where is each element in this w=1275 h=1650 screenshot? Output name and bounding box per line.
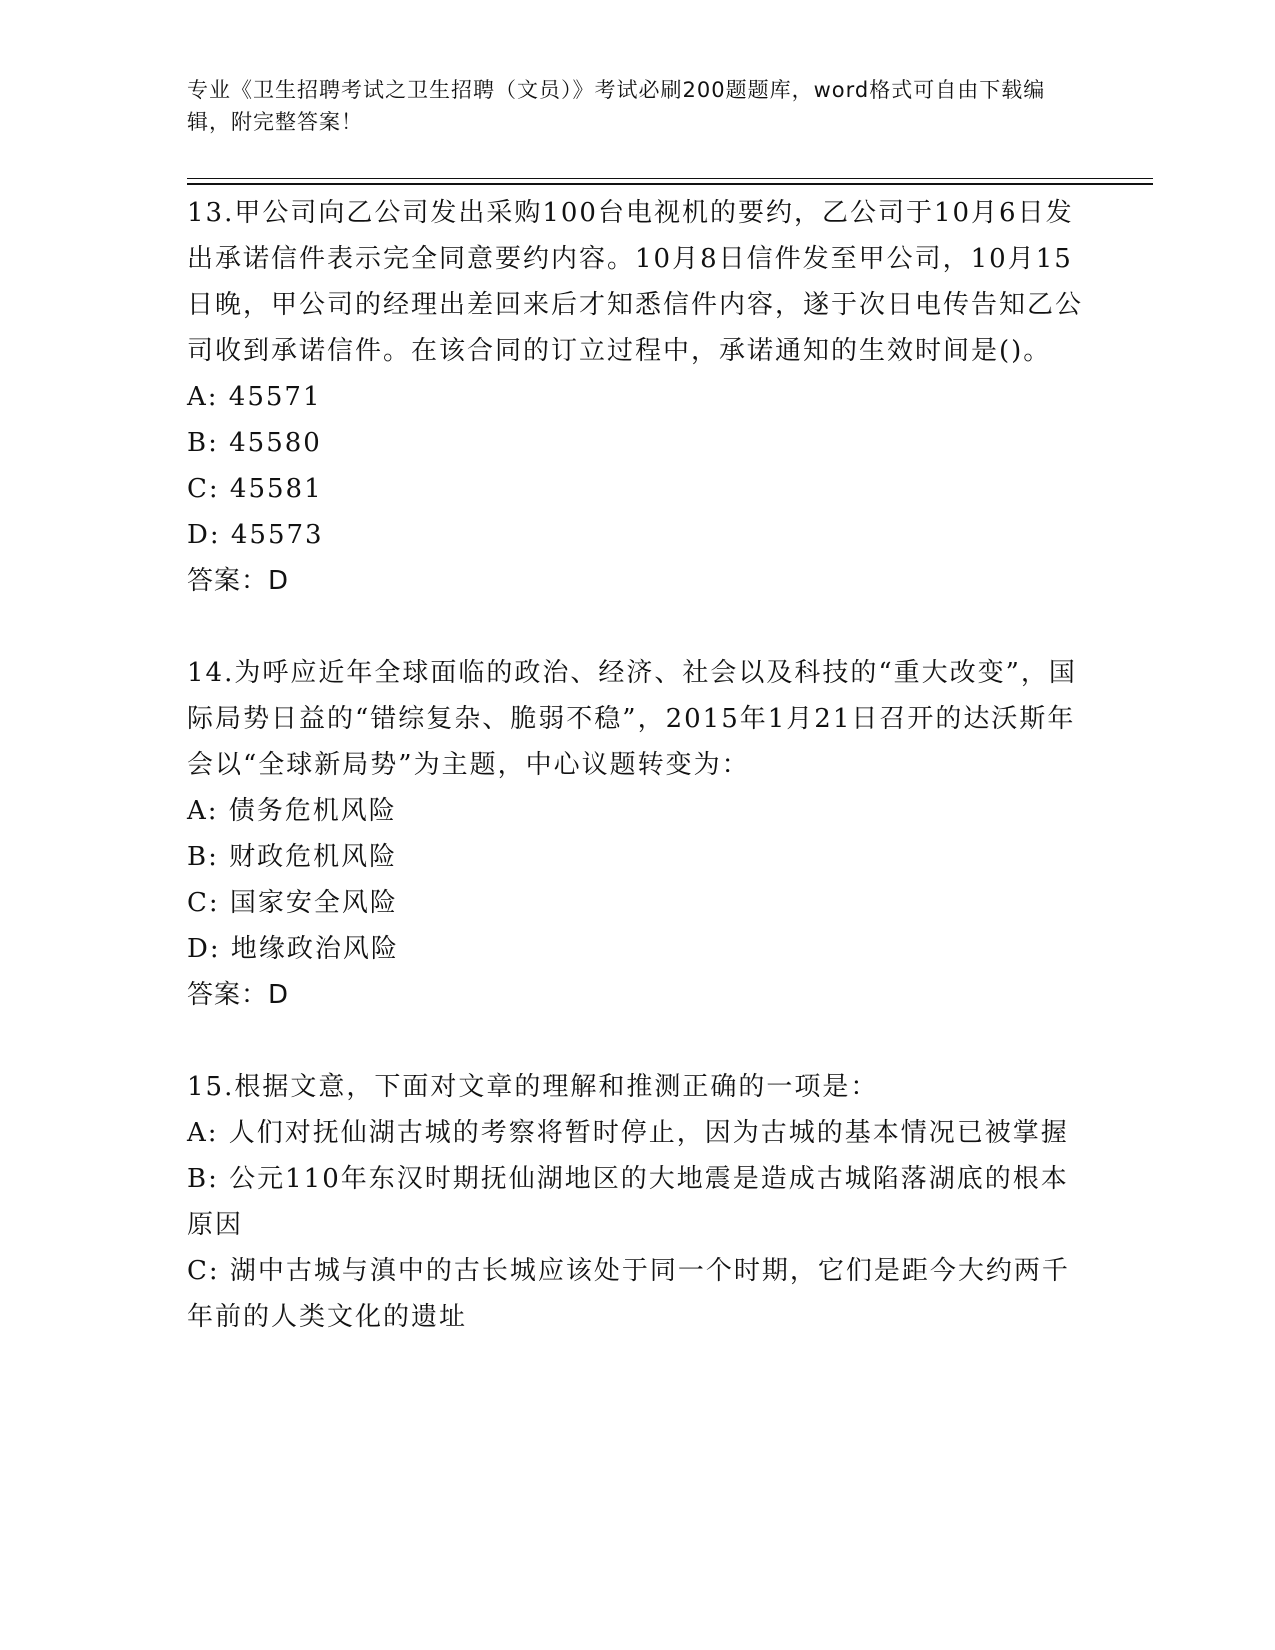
option-a: A: 债务危机风险 xyxy=(187,796,397,826)
option-c: C: 45581 xyxy=(187,474,323,504)
option-c: C: 国家安全风险 xyxy=(187,888,398,918)
header-divider-thick xyxy=(187,183,1153,185)
question-14 xyxy=(187,650,1087,1018)
option-b: B: 公元110年东汉时期抚仙湖地区的大地震是造成古城陷落湖底的根本原因 xyxy=(187,1164,1069,1240)
header-divider-thin xyxy=(187,178,1153,179)
option-b: B: 财政危机风险 xyxy=(187,842,398,872)
question-15 xyxy=(187,1064,1087,1340)
questions-list xyxy=(187,190,1087,1386)
option-a: A: 45571 xyxy=(187,382,322,412)
question-13 xyxy=(187,190,1087,604)
question-text: 15.根据文意，下面对文章的理解和推测正确的一项是： xyxy=(187,1072,879,1102)
option-a: A: 人们对抚仙湖古城的考察将暂时停止，因为古城的基本情况已被掌握 xyxy=(187,1118,1069,1148)
option-d: D: 45573 xyxy=(187,520,324,550)
answer-label: 答案：D xyxy=(187,566,290,596)
question-text: 14.为呼应近年全球面临的政治、经济、社会以及科技的“重大改变”，国际局势日益的“错综复杂、脆弱不稳”，2015年1月21日召开的达沃斯年会以“全球新局势”为主题，中心议题转变为： xyxy=(187,658,1077,780)
option-b: B: 45580 xyxy=(187,428,322,458)
answer-label: 答案：D xyxy=(187,980,290,1010)
option-d: D: 地缘政治风险 xyxy=(187,934,399,964)
question-text: 13.甲公司向乙公司发出采购100台电视机的要约，乙公司于10月6日发出承诺信件表示完全同意要约内容。10月8日信件发至甲公司，10月15日晚，甲公司的经理出差回来后才知悉信件内容，遂于次日电传告知乙公司收到承诺信件。在该合同的订立过程中，承诺通知的生效时间是()。 xyxy=(187,198,1084,366)
document-header: 专业《卫生招聘考试之卫生招聘（文员）》考试必刷200题题库，word格式可自由下载编辑，附完整答案！ xyxy=(187,78,1046,134)
option-c: C: 湖中古城与滇中的古长城应该处于同一个时期，它们是距今大约两千年前的人类文化的遗址 xyxy=(187,1256,1070,1332)
